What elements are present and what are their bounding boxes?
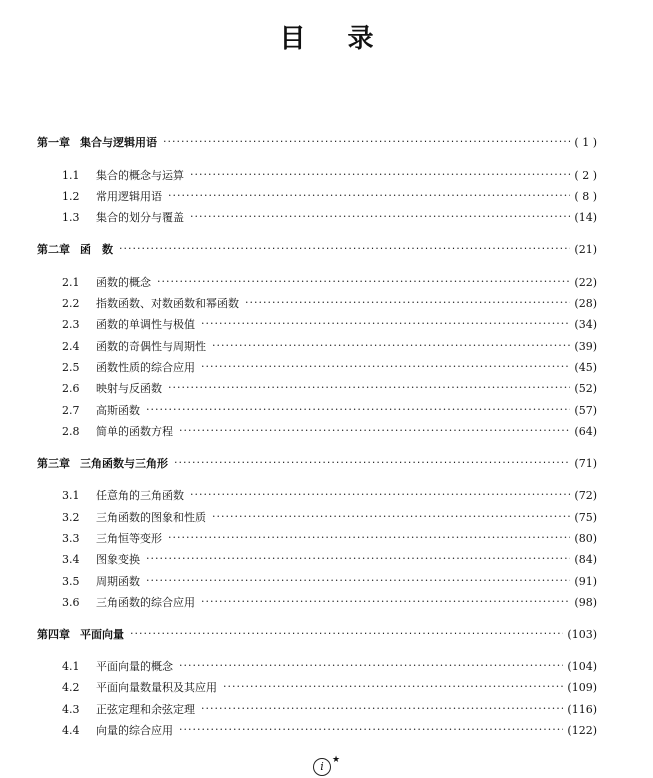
entry-title: 函数的奇偶性与周期性: [96, 340, 206, 353]
entry-page-number: (57): [574, 403, 597, 417]
entry-page-number: (64): [574, 424, 597, 438]
entry-number: 2.1: [62, 275, 80, 289]
entry-page-number: (28): [574, 296, 597, 310]
toc-chapter-entry: [37, 455, 597, 471]
dot-leader: [119, 241, 570, 257]
entry-page-number: ( 1 ): [574, 135, 597, 149]
entry-number: 3.5: [62, 574, 80, 588]
dot-leader: [245, 295, 570, 311]
entry-page-number: (75): [574, 510, 597, 524]
dot-leader: [168, 188, 570, 204]
entry-number: 4.3: [62, 702, 80, 716]
entry-page-number: ( 8 ): [574, 189, 597, 203]
entry-page-number: (21): [574, 242, 597, 256]
entry-page-number: (116): [567, 702, 597, 716]
entry-title: 平面向量: [80, 628, 124, 641]
entry-number: 1.2: [62, 189, 80, 203]
entry-page-number: (52): [574, 381, 597, 395]
entry-page-number: (22): [574, 275, 597, 289]
toc-section-entry: [62, 573, 597, 589]
entry-title: 向量的综合应用: [96, 724, 173, 737]
entry-number: 3.3: [62, 531, 80, 545]
entry-page-number: ( 2 ): [574, 168, 597, 182]
toc-section-entry: [62, 209, 597, 225]
page-footer: [0, 755, 653, 777]
entry-page-number: (45): [574, 360, 597, 374]
entry-title: 函 数: [80, 243, 113, 256]
entry-title: 常用逻辑用语: [96, 190, 162, 203]
toc-section-entry: [62, 188, 597, 204]
dot-leader: [179, 722, 563, 738]
entry-number: 2.7: [62, 403, 80, 417]
entry-page-number: (98): [574, 595, 597, 609]
entry-title: 平面向量的概念: [96, 660, 173, 673]
entry-title: 高斯函数: [96, 404, 140, 417]
dot-leader: [190, 487, 570, 503]
toc-section-entry: [62, 316, 597, 332]
star-mark: ★: [331, 755, 341, 765]
toc-section-entry: [62, 359, 597, 375]
entry-title: 图象变换: [96, 553, 140, 566]
page-title: 目录: [279, 24, 416, 54]
dot-leader: [146, 402, 570, 418]
dot-leader: [190, 167, 570, 183]
dot-leader: [157, 274, 570, 290]
dot-leader: [201, 316, 570, 332]
entry-title: 集合的划分与覆盖: [96, 211, 184, 224]
dot-leader: [190, 209, 570, 225]
dot-leader: [223, 679, 563, 695]
entry-title: 集合与逻辑用语: [80, 136, 157, 149]
entry-number: 第四章: [37, 628, 70, 641]
toc-section-entry: [62, 338, 597, 354]
entry-page-number: (104): [567, 659, 597, 673]
entry-page-number: (80): [574, 531, 597, 545]
entry-title: 周期函数: [96, 575, 140, 588]
toc-section-entry: [62, 679, 597, 695]
entry-page-number: (103): [567, 627, 597, 641]
toc-section-entry: [62, 487, 597, 503]
toc-chapter-entry: [37, 134, 597, 150]
entry-title: 三角函数与三角形: [80, 457, 168, 470]
dot-leader: [212, 338, 570, 354]
toc-section-entry: [62, 380, 597, 396]
dot-leader: [174, 455, 570, 471]
entry-number: 2.5: [62, 360, 80, 374]
toc-section-entry: [62, 658, 597, 674]
toc-section-entry: [62, 295, 597, 311]
entry-title: 简单的函数方程: [96, 425, 173, 438]
entry-number: 第三章: [37, 457, 70, 470]
toc-chapter-entry: [37, 241, 597, 257]
entry-title: 指数函数、对数函数和幂函数: [96, 297, 239, 310]
entry-title: 三角函数的图象和性质: [96, 511, 206, 524]
toc-section-entry: [62, 274, 597, 290]
entry-title: 函数的概念: [96, 276, 151, 289]
toc-section-entry: [62, 551, 597, 567]
entry-title: 三角函数的综合应用: [96, 596, 195, 609]
entry-page-number: (122): [567, 723, 597, 737]
toc-section-entry: [62, 402, 597, 418]
page-number: i: [313, 758, 331, 776]
entry-number: 第一章: [37, 136, 70, 149]
entry-title: 三角恒等变形: [96, 532, 162, 545]
toc-section-entry: [62, 722, 597, 738]
entry-page-number: (14): [574, 210, 597, 224]
entry-number: 1.3: [62, 210, 80, 224]
entry-title: 正弦定理和余弦定理: [96, 703, 195, 716]
dot-leader: [130, 626, 563, 642]
entry-title: 函数性质的综合应用: [96, 361, 195, 374]
entry-number: 4.4: [62, 723, 80, 737]
entry-page-number: (109): [567, 680, 597, 694]
entry-number: 2.8: [62, 424, 80, 438]
entry-number: 4.2: [62, 680, 80, 694]
entry-number: 3.2: [62, 510, 80, 524]
dot-leader: [212, 509, 570, 525]
dot-leader: [201, 594, 570, 610]
entry-title: 函数的单调性与极值: [96, 318, 195, 331]
entry-number: 2.3: [62, 317, 80, 331]
entry-title: 任意角的三角函数: [96, 489, 184, 502]
dot-leader: [201, 701, 563, 717]
entry-page-number: (34): [574, 317, 597, 331]
dot-leader: [146, 573, 570, 589]
entry-number: 3.4: [62, 552, 80, 566]
entry-number: 第二章: [37, 243, 70, 256]
entry-number: 1.1: [62, 168, 80, 182]
entry-number: 2.4: [62, 339, 80, 353]
dot-leader: [201, 359, 570, 375]
entry-number: 2.6: [62, 381, 80, 395]
entry-page-number: (84): [574, 552, 597, 566]
toc-section-entry: [62, 594, 597, 610]
dot-leader: [146, 551, 570, 567]
entry-number: 2.2: [62, 296, 80, 310]
entry-page-number: (91): [574, 574, 597, 588]
entry-page-number: (72): [574, 488, 597, 502]
toc-section-entry: [62, 701, 597, 717]
entry-page-number: (39): [574, 339, 597, 353]
entry-title: 平面向量数量积及其应用: [96, 681, 217, 694]
entry-number: 3.6: [62, 595, 80, 609]
dot-leader: [168, 530, 570, 546]
entry-page-number: (71): [574, 456, 597, 470]
toc-section-entry: [62, 423, 597, 439]
entry-number: 3.1: [62, 488, 80, 502]
toc-section-entry: [62, 530, 597, 546]
toc-section-entry: [62, 167, 597, 183]
toc-chapter-entry: [37, 626, 597, 642]
entry-title: 映射与反函数: [96, 382, 162, 395]
toc-section-entry: [62, 509, 597, 525]
dot-leader: [179, 658, 563, 674]
dot-leader: [163, 134, 570, 150]
entry-number: 4.1: [62, 659, 80, 673]
dot-leader: [179, 423, 570, 439]
entry-title: 集合的概念与运算: [96, 169, 184, 182]
dot-leader: [168, 380, 570, 396]
